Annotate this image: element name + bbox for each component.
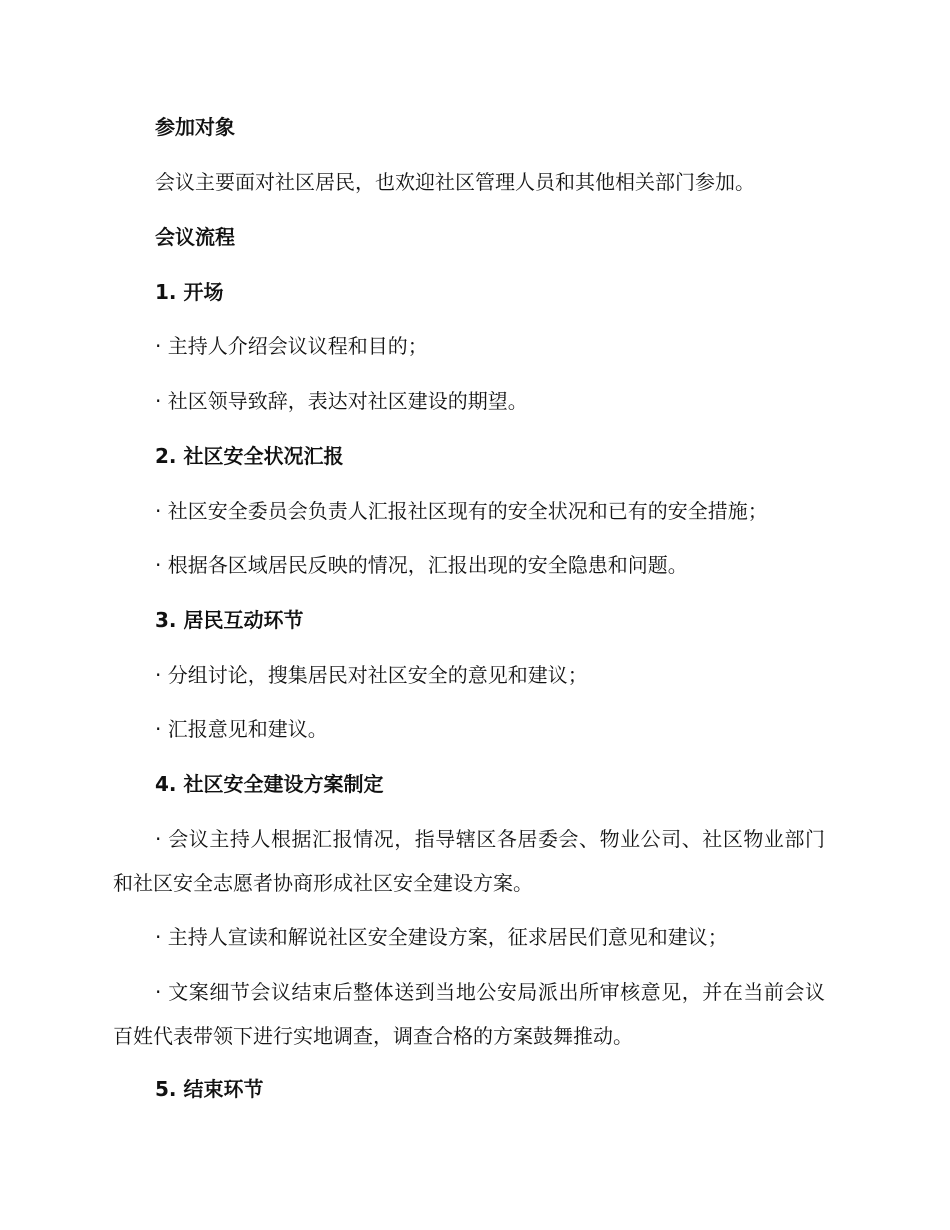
attendees-text: 会议主要面对社区居民，也欢迎社区管理人员和其他相关部门参加。 bbox=[155, 170, 755, 194]
step-4-item-3: · 文案细节会议结束后整体送到当地公安局派出所审核意见，并在当前会议百姓代表带领下进行实地调查，调查合格的方案鼓舞推动。 bbox=[113, 980, 825, 1048]
step-1-item-2: · 社区领导致辞，表达对社区建设的期望。 bbox=[155, 389, 528, 413]
step-title-2: 2. 社区安全状况汇报 bbox=[155, 444, 344, 468]
step-1-item-1: · 主持人介绍会议议程和目的； bbox=[155, 334, 428, 358]
step-3-item-1: · 分组讨论，搜集居民对社区安全的意见和建议； bbox=[155, 663, 588, 687]
step-2-item-1: · 社区安全委员会负责人汇报社区现有的安全状况和已有的安全措施； bbox=[155, 499, 768, 523]
step-title-1: 1. 开场 bbox=[155, 280, 224, 304]
step-3-item-2: · 汇报意见和建议。 bbox=[155, 717, 328, 741]
step-4-item-2: · 主持人宣读和解说社区安全建设方案，征求居民们意见和建议； bbox=[155, 925, 728, 949]
section-heading-attendees: 参加对象 bbox=[155, 115, 235, 139]
step-2-item-2: · 根据各区域居民反映的情况，汇报出现的安全隐患和问题。 bbox=[155, 553, 688, 577]
step-title-3: 3. 居民互动环节 bbox=[155, 608, 304, 632]
step-4-item-1: · 会议主持人根据汇报情况，指导辖区各居委会、物业公司、社区物业部门和社区安全志愿者协商形成社区安全建设方案。 bbox=[113, 827, 825, 895]
step-title-5: 5. 结束环节 bbox=[155, 1077, 264, 1101]
section-heading-process: 会议流程 bbox=[155, 225, 235, 249]
step-title-4: 4. 社区安全建设方案制定 bbox=[155, 772, 384, 796]
